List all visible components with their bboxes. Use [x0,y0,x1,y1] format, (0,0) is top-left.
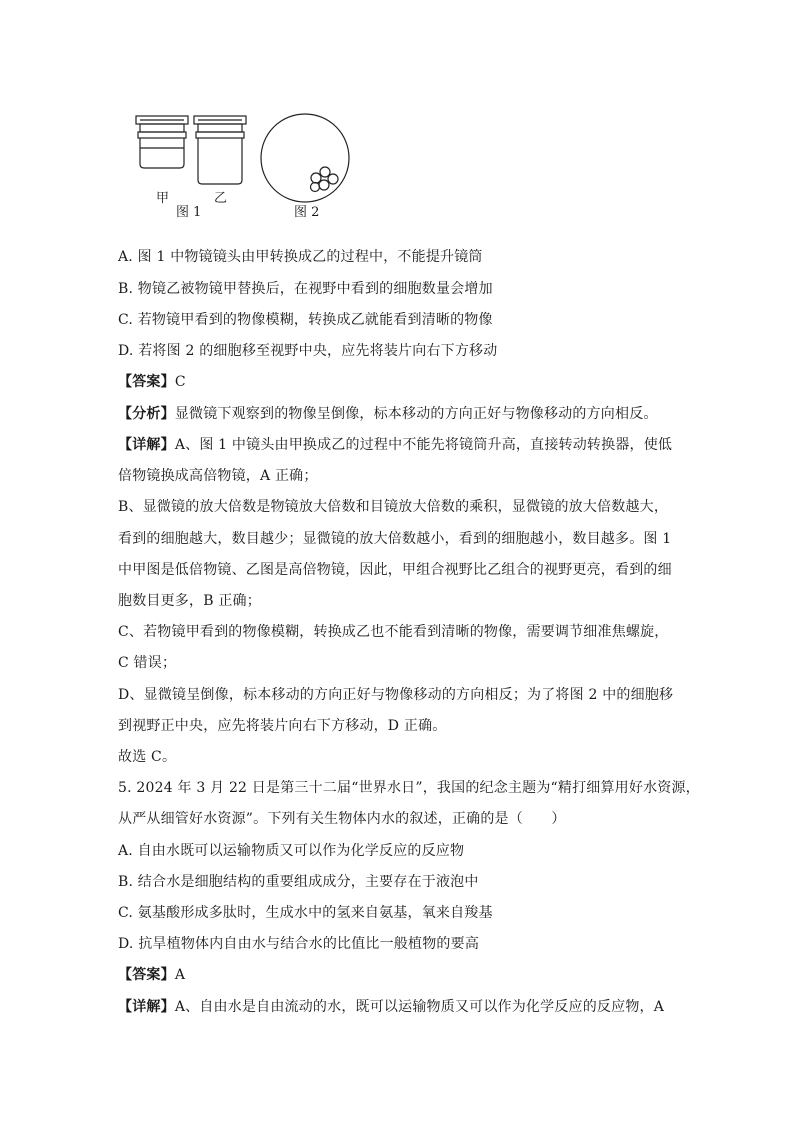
detail-text: A、自由水是自由流动的水，既可以运输物质又可以作为化学反应的反应物，A [174,999,665,1015]
figure-1-caption: 图 1 [176,205,202,220]
q4-conclusion: 故选 C。 [118,749,177,765]
detail-tag: 【详解】 [118,437,175,453]
microscope-figure [128,108,368,226]
q4-detail-line: D、显微镜呈倒像，标本移动的方向正好与物像移动的方向相反；为了将图 2 中的细胞移 [118,687,674,703]
q4-option-d: D. 若将图 2 的细胞移至视野中央，应先将装片向右下方移动 [118,343,498,359]
answer-tag: 【答案】 [118,967,175,983]
answer-value: C [174,374,186,390]
q5-stem: 从严从细管好水资源”。下列有关生物体内水的叙述，正确的是（ ） [118,811,566,827]
field-of-view-icon [261,114,349,202]
q5-option-d: D. 抗旱植物体内自由水与结合水的比值比一般植物的要高 [118,936,480,952]
q5-option-c: C. 氨基酸形成多肽时，生成水中的氢来自氨基，氧来自羧基 [118,905,493,921]
q4-option-a: A. 图 1 中物镜镜头由甲转换成乙的过程中，不能提升镜筒 [118,249,483,265]
q4-detail-line: B、显微镜的放大倍数是物镜放大倍数和目镜放大倍数的乘积，显微镜的放大倍数越大， [118,499,669,515]
objective-yi-icon [194,116,246,184]
analysis-text: 显微镜下观察到的物像呈倒像，标本移动的方向正好与物像移动的方向相反。 [174,406,658,422]
analysis-tag: 【分析】 [118,406,175,422]
q4-detail-line: C、若物镜甲看到的物像模糊，转换成乙也不能看到清晰的物像，需要调节细准焦螺旋， [118,624,669,640]
q4-option-b: B. 物镜乙被物镜甲替换后，在视野中看到的细胞数量会增加 [118,281,493,297]
answer-value: A [174,967,186,983]
q4-answer [118,373,186,391]
q5-detail-line [118,998,664,1016]
q4-detail-line: C 错误； [118,655,177,671]
q4-detail-line: 倍物镜换成高倍物镜，A 正确； [118,468,318,484]
figure-2-caption: 图 2 [294,205,320,220]
answer-tag: 【答案】 [118,374,175,390]
detail-text: A、图 1 中镜头由甲换成乙的过程中不能先将镜筒升高，直接转动转换器，使低 [174,437,673,453]
q4-detail-line [118,436,672,454]
q4-option-c: C. 若物镜甲看到的物像模糊，转换成乙就能看到清晰的物像 [118,312,493,328]
q4-detail-line: 中甲图是低倍物镜、乙图是高倍物镜，因此，甲组合视野比乙组合的视野更亮，看到的细 [118,562,672,578]
q5-option-b: B. 结合水是细胞结构的重要组成成分，主要存在于液泡中 [118,874,479,890]
detail-tag: 【详解】 [118,999,175,1015]
q5-answer [118,966,185,984]
objective-jia-icon [136,116,188,168]
q4-detail-line: 到视野正中央，应先将装片向右下方移动，D 正确。 [118,718,447,734]
q5-option-a: A. 自由水既可以运输物质又可以作为化学反应的反应物 [118,843,465,859]
q4-detail-line: 看到的细胞越大，数目越少；显微镜的放大倍数越小，看到的细胞越小，数目越多。图 1 [118,531,672,547]
q5-stem: 5. 2024 年 3 月 22 日是第三十二届“世界水日”，我国的纪念主题为“精打细算用好水资源， [118,780,700,796]
q4-analysis [118,405,658,423]
q4-detail-line: 胞数目更多，B 正确； [118,593,261,609]
label-jia: 甲 [156,191,170,206]
label-yi: 乙 [214,191,228,206]
figure-drawing [128,108,368,226]
